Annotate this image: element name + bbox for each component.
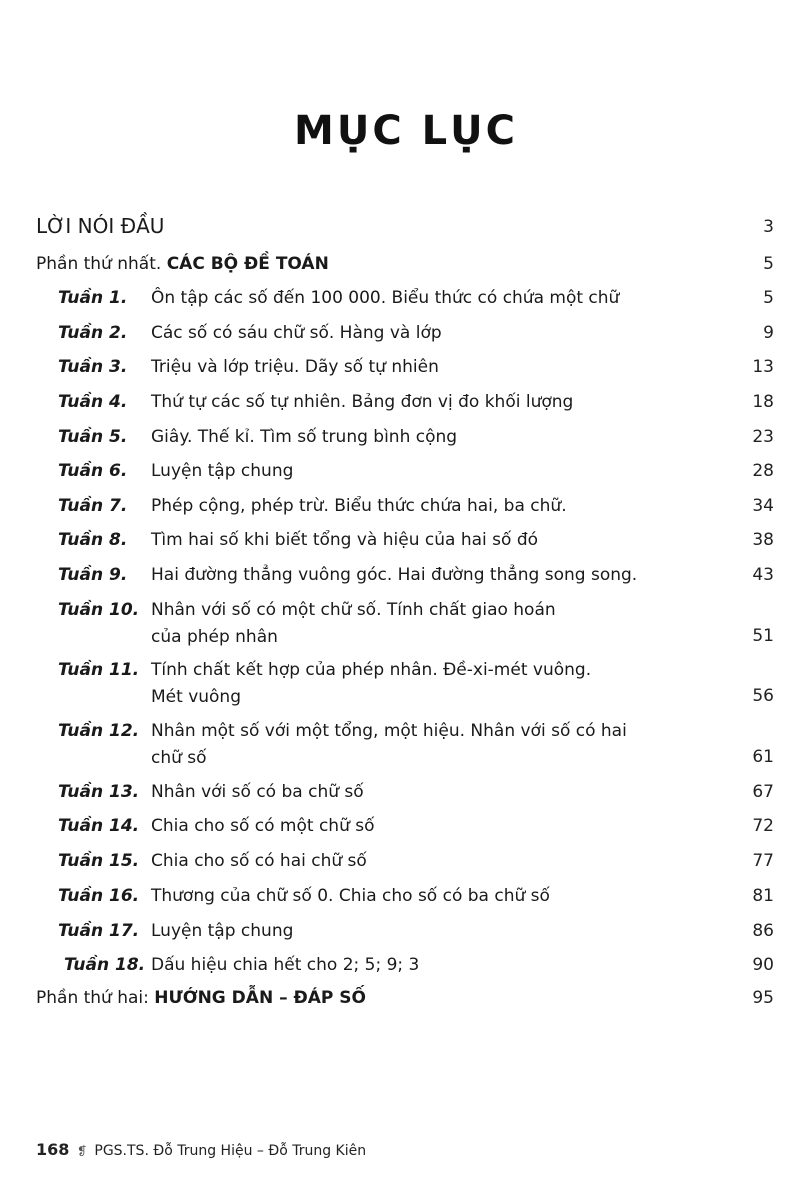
toc-entry-week-5[interactable]: [36, 427, 774, 457]
toc-page-number: 9: [763, 323, 774, 343]
toc-page-number: 90: [752, 955, 774, 975]
toc-page-number: 28: [752, 461, 774, 481]
toc-entry-week-10[interactable]: [36, 600, 774, 656]
week-label: Tuần 8.: [58, 530, 128, 550]
toc-entry-part1[interactable]: [36, 254, 774, 284]
toc-page-number: 77: [752, 851, 774, 871]
toc-label: LỜI NÓI ĐẦU: [36, 214, 165, 238]
week-label: Tuần 4.: [58, 392, 128, 412]
week-topic: Dấu hiệu chia hết cho 2; 5; 9; 3: [151, 955, 420, 975]
toc-label: [36, 988, 366, 1008]
toc-page-number: 5: [763, 288, 774, 308]
part-name: CÁC BỘ ĐỀ TOÁN: [166, 254, 329, 274]
footer-page-number: 168: [36, 1140, 70, 1159]
week-topic: Các số có sáu chữ số. Hàng và lớp: [151, 323, 442, 343]
page-title: MỤC LỤC: [294, 108, 518, 154]
week-topic-line: Nhân với số có một chữ số. Tính chất giao hoán: [151, 600, 556, 620]
toc-entry-week-11[interactable]: [36, 660, 774, 716]
footer-authors: PGS.TS. Đỗ Trung Hiệu – Đỗ Trung Kiên: [94, 1143, 367, 1159]
toc-page-number: 61: [752, 747, 774, 767]
toc-entry-week-18[interactable]: [36, 955, 774, 985]
week-topic: Thứ tự các số tự nhiên. Bảng đơn vị đo khối lượng: [151, 392, 574, 412]
week-label: Tuần 7.: [58, 496, 128, 516]
toc-page-number: 23: [752, 427, 774, 447]
week-topic: Thương của chữ số 0. Chia cho số có ba chữ số: [151, 886, 550, 906]
week-label: Tuần 17.: [58, 921, 140, 941]
week-topic: [151, 657, 591, 711]
toc-entry-part2[interactable]: [36, 988, 774, 1018]
toc-page-number: 95: [752, 988, 774, 1008]
toc-page-number: 34: [752, 496, 774, 516]
week-topic: [151, 718, 627, 772]
toc-entry-week-14[interactable]: [36, 816, 774, 846]
week-label: Tuần 3.: [58, 357, 128, 377]
toc-entry-week-3[interactable]: [36, 357, 774, 387]
toc-label: [36, 254, 329, 274]
toc-page-number: 5: [763, 254, 774, 274]
toc-page-number: 56: [752, 686, 774, 706]
week-topic: [151, 597, 556, 651]
week-label: Tuần 18.: [64, 955, 146, 975]
toc-entry-week-8[interactable]: [36, 530, 774, 560]
toc-page-number: 51: [752, 626, 774, 646]
week-topic: Tìm hai số khi biết tổng và hiệu của hai số đó: [151, 530, 539, 550]
part-prefix: Phần thứ hai:: [36, 988, 149, 1008]
week-label: Tuần 2.: [58, 323, 128, 343]
week-label: Tuần 12.: [58, 721, 140, 741]
week-label: Tuần 15.: [58, 851, 140, 871]
week-topic: Chia cho số có hai chữ số: [151, 851, 367, 871]
week-topic-line: chữ số: [151, 748, 207, 768]
page-footer: [36, 1140, 366, 1159]
week-topic: Chia cho số có một chữ số: [151, 816, 375, 836]
toc-page-number: 38: [752, 530, 774, 550]
week-label: Tuần 14.: [58, 816, 140, 836]
week-label: Tuần 6.: [58, 461, 128, 481]
part-name: HƯỚNG DẪN – ĐÁP SỐ: [154, 988, 366, 1008]
toc-page-number: 18: [752, 392, 774, 412]
week-topic-line: Tính chất kết hợp của phép nhân. Đề-xi-mét vuông.: [151, 660, 592, 680]
week-label: Tuần 9.: [58, 565, 128, 585]
week-label: Tuần 10.: [58, 600, 140, 620]
toc-page-number: 13: [752, 357, 774, 377]
week-topic: Phép cộng, phép trừ. Biểu thức chứa hai, ba chữ.: [151, 496, 567, 516]
toc-entry-week-9[interactable]: [36, 565, 774, 595]
week-topic-line: Mét vuông: [151, 687, 241, 707]
week-label: Tuần 13.: [58, 782, 140, 802]
week-label: Tuần 5.: [58, 427, 128, 447]
toc-entry-week-12[interactable]: [36, 721, 774, 777]
toc-page-number: 81: [752, 886, 774, 906]
week-label: Tuần 16.: [58, 886, 140, 906]
week-label: Tuần 11.: [58, 660, 140, 680]
toc-page-number: 43: [752, 565, 774, 585]
toc-entry-week-13[interactable]: [36, 782, 774, 812]
toc-entry-week-1[interactable]: [36, 288, 774, 318]
toc-page-number: 3: [763, 217, 774, 237]
toc-entry-week-17[interactable]: [36, 921, 774, 951]
ornament-icon: ❡: [76, 1144, 87, 1158]
week-topic-line: của phép nhân: [151, 627, 278, 647]
toc-entry-intro[interactable]: [36, 214, 774, 244]
toc-entry-week-6[interactable]: [36, 461, 774, 491]
week-topic: Luyện tập chung: [151, 921, 294, 941]
week-topic: Triệu và lớp triệu. Dãy số tự nhiên: [151, 357, 439, 377]
toc-entry-week-7[interactable]: [36, 496, 774, 526]
part-prefix: Phần thứ nhất.: [36, 254, 162, 274]
week-topic: Giây. Thế kỉ. Tìm số trung bình cộng: [151, 427, 458, 447]
toc-page-number: 86: [752, 921, 774, 941]
toc-page-number: 67: [752, 782, 774, 802]
toc-entry-week-2[interactable]: [36, 323, 774, 353]
week-topic: Ôn tập các số đến 100 000. Biểu thức có chứa một chữ: [151, 288, 620, 308]
week-topic: Nhân với số có ba chữ số: [151, 782, 364, 802]
week-label: Tuần 1.: [58, 288, 128, 308]
week-topic: Hai đường thẳng vuông góc. Hai đường thẳng song song.: [151, 565, 638, 585]
toc-entry-week-15[interactable]: [36, 851, 774, 881]
toc-entry-week-4[interactable]: [36, 392, 774, 422]
toc-page-number: 72: [752, 816, 774, 836]
toc-entry-week-16[interactable]: [36, 886, 774, 916]
week-topic-line: Nhân một số với một tổng, một hiệu. Nhân với số có hai: [151, 721, 627, 741]
week-topic: Luyện tập chung: [151, 461, 294, 481]
